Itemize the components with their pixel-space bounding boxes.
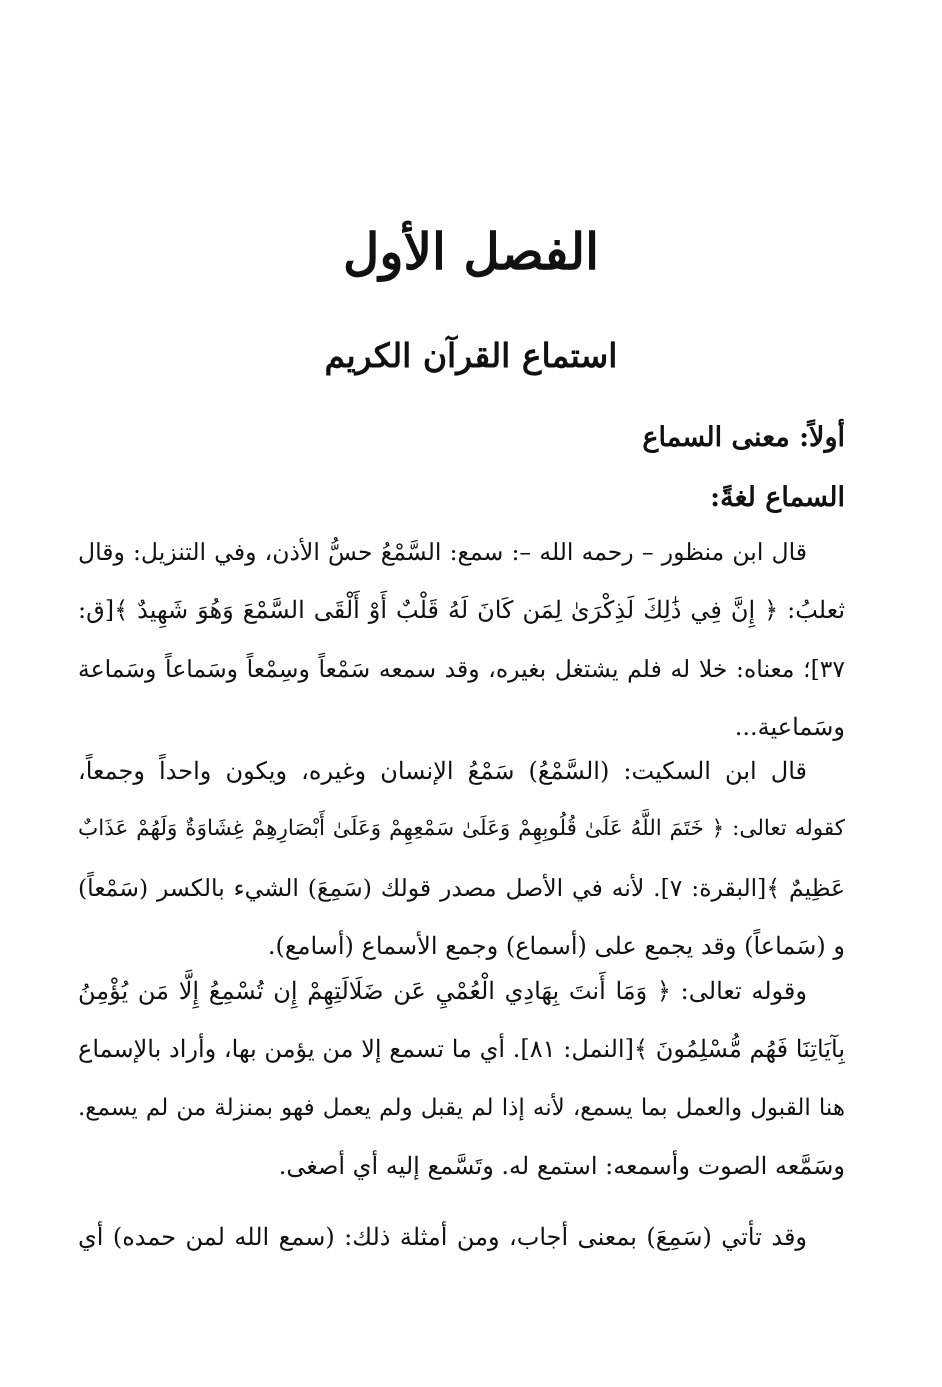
paragraph-ibn-sikkit <box>78 742 845 975</box>
text-line: وقد تأتي (سَمِعَ) بمعنى أجاب، ومن أمثلة ذلك: (سمع الله لمن حمده) أي <box>78 1223 807 1251</box>
text-line: ٣٧]؛ معناه: خلا له فلم يشتغل بغيره، وقد سمعه سَمْعاً وسِمْعاً وسَماعاً وسَماعة <box>78 654 845 683</box>
chapter-subtitle: استماع القرآن الكريم <box>324 336 618 375</box>
text-line: هنا القبول والعمل بما يسمع، لأنه إذا لم يقبل ولم يعمل فهو بمنزلة من لم يسمع. <box>78 1094 845 1121</box>
paragraph-an-naml <box>78 962 845 1195</box>
section-subheading: السماع لغةً: <box>710 482 845 513</box>
text-line: وقوله تعالى: ﴿ وَمَا أَنتَ بِهَادِي الْعُمْيِ عَن ضَلَالَتِهِمْ إِن تُسْمِعُ إِلَّا مَن يُؤْمِنُ <box>78 977 807 1005</box>
text-line: بِآيَاتِنَا فَهُم مُّسْلِمُونَ ﴾[النمل: ٨١]. أي ما تسمع إلا من يؤمن بها، وأراد بالإسماع <box>78 1035 845 1064</box>
chapter-title: الفصل الأول <box>343 222 599 281</box>
text-line: عَظِيمٌ ﴾[البقرة: ٧]. لأنه في الأصل مصدر قولك (سَمِعَ) الشيء بالكسر (سَمْعاً) <box>78 873 845 902</box>
text-line: وسَماعية... <box>734 712 845 741</box>
paragraph-ibn-manzur <box>78 523 845 756</box>
text-line: ثعلبُ: ﴿ إِنَّ فِي ذَٰلِكَ لَذِكْرَىٰ لِمَن كَانَ لَهُ قَلْبٌ أَوْ أَلْقَى السَّمْعَ وَهُوَ شَهِيدٌ ﴾[ق: <box>78 596 845 625</box>
text-line: قال ابن السكيت: (السَّمْعُ) سَمْعُ الإنسان وغيره، ويكون واحداً وجمعاً، <box>78 757 807 785</box>
paragraph-sami-allah <box>78 1208 845 1266</box>
text-line: و (سَماعاً) وقد يجمع على (أسماع) وجمع الأسماع (أسامع). <box>267 931 845 960</box>
text-line: كقوله تعالى: ﴿ خَتَمَ اللَّهُ عَلَىٰ قُلُوبِهِمْ وَعَلَىٰ سَمْعِهِمْ وَعَلَىٰ أَبْصَارِهِمْ غِشَاوَةٌ وَلَهُمْ عَذَابٌ <box>78 816 845 842</box>
text-line: وسَمَّعه الصوت وأسمعه: استمع له. وتَسَّمع إليه أي أصغى. <box>278 1151 845 1180</box>
text-line: قال ابن منظور – رحمه الله –: سمع: السَّمْعُ حسُّ الأذن، وفي التنزيل: وقال <box>78 538 807 566</box>
section-heading: أولاً: معنى السماع <box>642 422 845 453</box>
